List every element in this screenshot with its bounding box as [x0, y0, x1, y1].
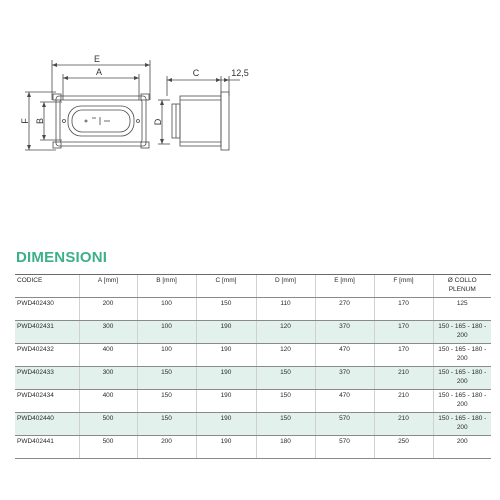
cell-collo-plenum: 150 - 165 - 180 - 200: [433, 344, 491, 367]
cell-collo-plenum: 125: [433, 298, 491, 321]
cell-e: 270: [315, 298, 374, 321]
cell-c: 150: [196, 298, 256, 321]
cell-e: 570: [315, 436, 374, 459]
cell-collo-plenum: 150 - 165 - 180 - 200: [433, 390, 491, 413]
cell-collo-plenum: 150 - 165 - 180 - 200: [433, 413, 491, 436]
cell-a: 500: [79, 413, 137, 436]
dimensions-table: [15, 274, 491, 459]
label-f: F: [20, 118, 30, 124]
label-e: E: [93, 54, 101, 64]
cell-b: 100: [137, 298, 196, 321]
front-view: [25, 60, 150, 150]
cell-d: 110: [256, 298, 315, 321]
cell-collo-plenum: 200: [433, 436, 491, 459]
cell-d: 120: [256, 321, 315, 344]
table-row: [15, 413, 491, 436]
cell-codice: PWD402440: [15, 413, 79, 436]
cell-b: 200: [137, 436, 196, 459]
cell-e: 470: [315, 390, 374, 413]
technical-drawing: [0, 0, 500, 200]
cell-codice: PWD402433: [15, 367, 79, 390]
table-row: [15, 390, 491, 413]
cell-a: 300: [79, 321, 137, 344]
label-b: B: [35, 117, 45, 125]
cell-f: 210: [374, 367, 433, 390]
label-c: C: [192, 68, 200, 78]
cell-a: 400: [79, 390, 137, 413]
cell-c: 190: [196, 436, 256, 459]
table-header-row: [15, 275, 491, 298]
header-e: E [mm]: [315, 275, 374, 298]
header-collo-plenum: Ø COLLO PLENUM: [433, 275, 491, 298]
cell-f: 170: [374, 298, 433, 321]
cell-f: 170: [374, 321, 433, 344]
cell-a: 400: [79, 344, 137, 367]
cell-c: 190: [196, 344, 256, 367]
label-d: D: [153, 118, 163, 126]
cell-b: 100: [137, 321, 196, 344]
header-b: B [mm]: [137, 275, 196, 298]
cell-b: 100: [137, 344, 196, 367]
label-offset: 12,5: [231, 68, 249, 78]
section-title: DIMENSIONI: [16, 249, 108, 266]
table-row: [15, 436, 491, 459]
cell-codice: PWD402441: [15, 436, 79, 459]
cell-f: 170: [374, 344, 433, 367]
side-view: [158, 76, 240, 150]
cell-d: 150: [256, 390, 315, 413]
cell-c: 190: [196, 367, 256, 390]
cell-b: 150: [137, 390, 196, 413]
table-row: [15, 344, 491, 367]
cell-d: 120: [256, 344, 315, 367]
cell-f: 250: [374, 436, 433, 459]
label-a: A: [95, 67, 103, 77]
cell-e: 370: [315, 367, 374, 390]
cell-b: 150: [137, 413, 196, 436]
cell-collo-plenum: 150 - 165 - 180 - 200: [433, 367, 491, 390]
cell-collo-plenum: 150 - 165 - 180 - 200: [433, 321, 491, 344]
header-f: F [mm]: [374, 275, 433, 298]
table-row: [15, 367, 491, 390]
header-codice: CODICE: [15, 275, 79, 298]
cell-e: 570: [315, 413, 374, 436]
cell-e: 470: [315, 344, 374, 367]
header-d: D [mm]: [256, 275, 315, 298]
cell-d: 150: [256, 367, 315, 390]
cell-f: 210: [374, 413, 433, 436]
cell-d: 180: [256, 436, 315, 459]
cell-f: 210: [374, 390, 433, 413]
cell-codice: PWD402434: [15, 390, 79, 413]
header-a: A [mm]: [79, 275, 137, 298]
table-row: [15, 321, 491, 344]
cell-a: 500: [79, 436, 137, 459]
cell-a: 200: [79, 298, 137, 321]
header-c: C [mm]: [196, 275, 256, 298]
cell-codice: PWD402431: [15, 321, 79, 344]
cell-e: 370: [315, 321, 374, 344]
cell-codice: PWD402430: [15, 298, 79, 321]
cell-codice: PWD402432: [15, 344, 79, 367]
cell-d: 150: [256, 413, 315, 436]
cell-c: 190: [196, 321, 256, 344]
cell-b: 150: [137, 367, 196, 390]
table-row: [15, 298, 491, 321]
cell-c: 190: [196, 390, 256, 413]
cell-a: 300: [79, 367, 137, 390]
cell-c: 190: [196, 413, 256, 436]
